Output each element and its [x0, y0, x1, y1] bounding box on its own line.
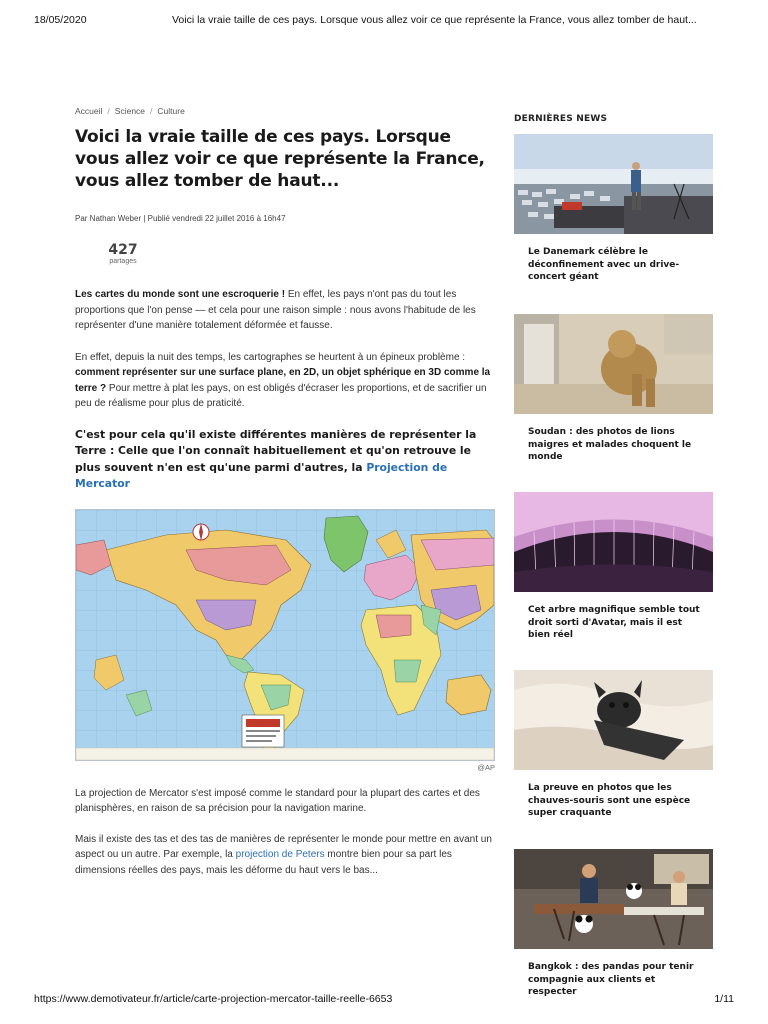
panda-restaurant-image	[514, 849, 713, 949]
mercator-link[interactable]: Projection de Mercator	[75, 460, 448, 490]
paragraph-peters-start: Mais il existe des tas et des tas de manières de représenter le monde pour mettre en avant un aspect ou un autre. Par exemple, la	[75, 833, 492, 860]
peters-link[interactable]: projection de Peters	[235, 849, 325, 860]
news-headline[interactable]: Bangkok : des pandas pour tenir compagnie aux clients et respecter	[528, 962, 694, 997]
news-headline[interactable]: Cet arbre magnifique semble tout droit sorti d'Avatar, mais il est bien réel	[528, 605, 700, 640]
concert-image	[514, 134, 713, 234]
breadcrumb-separator: /	[107, 106, 110, 116]
share-label: partages	[109, 258, 137, 265]
breadcrumb	[75, 106, 495, 116]
news-thumbnail[interactable]	[514, 492, 713, 592]
article	[75, 106, 495, 878]
bat-image	[514, 670, 713, 770]
paragraph-problem	[75, 350, 495, 412]
news-thumbnail[interactable]	[514, 849, 713, 949]
paragraph-mercator: La projection de Mercator s'est imposé comme le standard pour la plupart des cartes et des planisphères, en raison de sa précision pour la navigation marine.	[75, 787, 480, 814]
world-map-image	[75, 509, 495, 761]
article-byline: Par Nathan Weber | Publié vendredi 22 juillet 2016 à 16h47	[75, 214, 286, 223]
news-headline[interactable]: La preuve en photos que les chauves-souris sont une espèce super craquante	[528, 783, 691, 818]
breadcrumb-culture[interactable]: Culture	[157, 106, 185, 116]
print-url: https://www.demotivateur.fr/article/carte-projection-mercator-taille-reelle-6653	[34, 993, 393, 1005]
paragraph-intro-bold: Les cartes du monde sont une escroquerie !	[75, 289, 286, 300]
news-item[interactable]	[514, 134, 713, 284]
print-page-number: 1/11	[714, 993, 734, 1005]
news-item[interactable]	[514, 314, 713, 464]
latest-news-sidebar	[514, 114, 713, 997]
news-headline[interactable]: Soudan : des photos de lions maigres et malades choquent le monde	[528, 427, 692, 462]
news-thumbnail[interactable]	[514, 134, 713, 234]
news-headline[interactable]: Le Danemark célèbre le déconfinement avec un drive-concert géant	[528, 247, 680, 282]
tree-image	[514, 492, 713, 592]
paragraph-intro	[75, 287, 495, 334]
lion-image	[514, 314, 713, 414]
news-item[interactable]	[514, 670, 713, 820]
article-title: Voici la vraie taille de ces pays. Lorsque vous allez voir ce que représente la France, vous allez tomber de haut...	[75, 127, 485, 191]
paragraph-problem-bold: comment représenter sur une surface plane, en 2D, un objet sphérique en 3D comme la terre ?	[75, 367, 491, 394]
share-counter	[103, 243, 143, 265]
lead-paragraph-text: C'est pour cela qu'il existe différentes manières de représenter la Terre : Celle que l'on connaît habituellement et qu'on retrouve le plus souvent n'en est qu'une parmi d'autres, la	[75, 427, 477, 474]
print-date: 18/05/2020	[34, 14, 87, 26]
news-thumbnail[interactable]	[514, 314, 713, 414]
breadcrumb-home[interactable]: Accueil	[75, 106, 103, 116]
paragraph-peters-end: montre bien pour sa part les dimensions réelles des pays, mais les déforme du haut vers le bas...	[75, 849, 452, 876]
paragraph-problem-end: Pour mettre à plat les pays, on est obligés d'écraser les proportions, et de sacrifier un peu de réalisme pour plus de praticité.	[75, 382, 487, 409]
sidebar-title: DERNIÈRES NEWS	[514, 114, 608, 124]
news-item[interactable]	[514, 849, 713, 999]
breadcrumb-science[interactable]: Science	[114, 106, 146, 116]
map-credit: @AP	[477, 762, 495, 772]
world-map-illustration	[76, 510, 494, 760]
paragraph-intro-text: En effet, les pays n'ont pas du tout les proportions que l'on pense — et cela pour une raison simple : nous avons l'habitude de les représenter d'une manière totalement déformée et fausse.	[75, 289, 476, 331]
print-doc-title: Voici la vraie taille de ces pays. Lorsque vous allez voir ce que représente la France, vous allez tomber de haut...	[172, 14, 697, 26]
news-thumbnail[interactable]	[514, 670, 713, 770]
paragraph-peters	[75, 832, 495, 879]
share-count: 427	[108, 242, 138, 258]
news-item[interactable]	[514, 492, 713, 642]
paragraph-problem-start: En effet, depuis la nuit des temps, les cartographes se heurtent à un épineux problème :	[75, 351, 466, 363]
lead-paragraph	[75, 427, 495, 493]
breadcrumb-separator: /	[150, 106, 153, 116]
